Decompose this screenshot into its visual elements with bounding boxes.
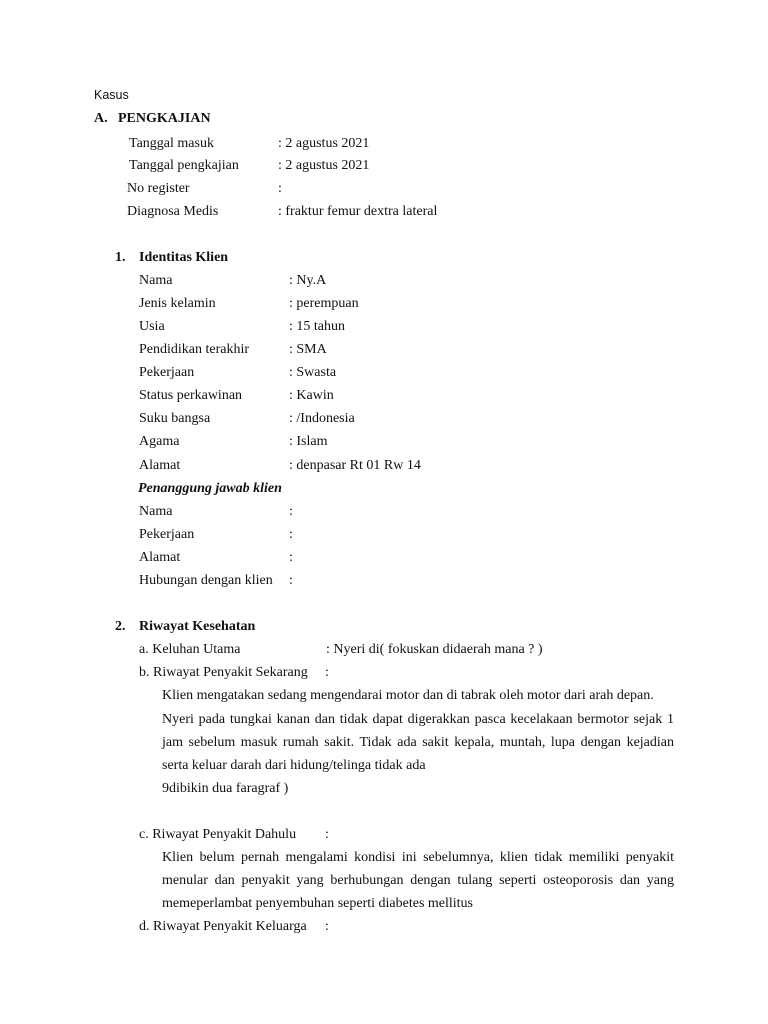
- past-illness-label: c. Riwayat Penyakit Dahulu: [139, 827, 297, 842]
- section-a-number: A.: [94, 111, 108, 126]
- client-gender-value: : perempuan: [289, 296, 359, 311]
- admission-date-label: Tanggal masuk: [129, 136, 214, 151]
- current-illness-label: b. Riwayat Penyakit Sekarang: [139, 665, 308, 680]
- guardian-name-label: Nama: [139, 504, 173, 519]
- register-number-label: No register: [127, 181, 190, 196]
- past-illness-line: memeperlambat penyembuhan seperti diabetes mellitus: [162, 896, 474, 911]
- client-age-label: Usia: [139, 319, 165, 334]
- client-address-value: : denpasar Rt 01 Rw 14: [289, 458, 421, 473]
- client-education-label: Pendidikan terakhir: [139, 342, 250, 357]
- guardian-relationship-value: :: [289, 573, 293, 588]
- guardian-occupation-label: Pekerjaan: [139, 527, 195, 542]
- chief-complaint-label: a. Keluhan Utama: [139, 642, 241, 657]
- client-marital-status-value: : Kawin: [289, 388, 334, 403]
- current-illness-colon: :: [325, 665, 329, 680]
- current-illness-line: jam sebelum masuk rumah sakit. Tidak ada sakit kepala, muntah, lupa dengan kejadian: [162, 735, 674, 750]
- current-illness-line: serta keluar darah dari hidung/telinga tidak ada: [162, 758, 426, 773]
- guardian-occupation-value: :: [289, 527, 293, 542]
- current-illness-line: Nyeri pada tungkai kanan dan tidak dapat digerakkan pasca kecelakaan bermotor sejak 1: [162, 712, 674, 727]
- family-illness-label: d. Riwayat Penyakit Keluarga: [139, 919, 307, 934]
- document-title: Kasus: [94, 88, 129, 102]
- section-a-title: PENGKAJIAN: [118, 111, 211, 126]
- assessment-date-label: Tanggal pengkajian: [129, 158, 239, 173]
- client-religion-value: : Islam: [289, 434, 328, 449]
- guardian-heading: Penanggung jawab klien: [138, 481, 282, 496]
- admission-date-value: : 2 agustus 2021: [278, 136, 370, 151]
- section-1-number: 1.: [115, 250, 126, 265]
- current-illness-line: Klien mengatakan sedang mengendarai motor dan di tabrak oleh motor dari arah depan.: [162, 688, 654, 703]
- client-age-value: : 15 tahun: [289, 319, 345, 334]
- assessment-date-value: : 2 agustus 2021: [278, 158, 370, 173]
- guardian-address-label: Alamat: [139, 550, 181, 565]
- client-occupation-label: Pekerjaan: [139, 365, 195, 380]
- client-ethnicity-label: Suku bangsa: [139, 411, 211, 426]
- register-number-value: :: [278, 181, 282, 196]
- editor-note: 9dibikin dua faragraf ): [162, 781, 289, 796]
- section-1-title: Identitas Klien: [139, 250, 229, 265]
- family-illness-colon: :: [325, 919, 329, 934]
- client-name-value: : Ny.A: [289, 273, 327, 288]
- past-illness-line: Klien belum pernah mengalami kondisi ini sebelumnya, klien tidak memiliki penyakit: [162, 850, 674, 865]
- section-2-number: 2.: [115, 619, 126, 634]
- client-address-label: Alamat: [139, 458, 181, 473]
- medical-diagnosis-label: Diagnosa Medis: [127, 204, 219, 219]
- past-illness-colon: :: [325, 827, 329, 842]
- past-illness-line: menular dan penyakit yang berhubungan dengan tulang seperti osteoporosis dan yang: [162, 873, 674, 888]
- client-occupation-value: : Swasta: [289, 365, 337, 380]
- section-2-title: Riwayat Kesehatan: [139, 619, 256, 634]
- client-ethnicity-value: : /Indonesia: [289, 411, 355, 426]
- client-name-label: Nama: [139, 273, 173, 288]
- medical-diagnosis-value: : fraktur femur dextra lateral: [278, 204, 438, 219]
- guardian-relationship-label: Hubungan dengan klien: [139, 573, 273, 588]
- client-education-value: : SMA: [289, 342, 327, 357]
- chief-complaint-value: : Nyeri di( fokuskan didaerah mana ? ): [326, 642, 543, 657]
- client-religion-label: Agama: [139, 434, 180, 449]
- client-gender-label: Jenis kelamin: [139, 296, 216, 311]
- guardian-name-value: :: [289, 504, 293, 519]
- client-marital-status-label: Status perkawinan: [139, 388, 243, 403]
- guardian-address-value: :: [289, 550, 293, 565]
